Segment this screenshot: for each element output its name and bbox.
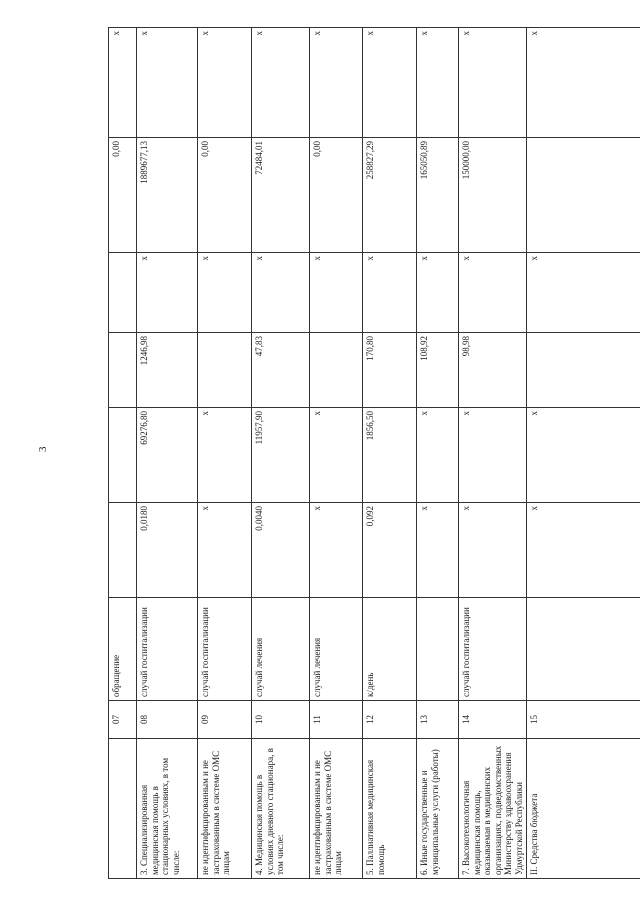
value-cell bbox=[109, 333, 137, 408]
row-code-cell: 09 bbox=[198, 701, 252, 739]
table-row bbox=[198, 28, 252, 879]
value-cell: x bbox=[109, 28, 137, 138]
unit-cell: случай лечения bbox=[310, 598, 363, 701]
value-cell: x bbox=[310, 28, 363, 138]
table-row bbox=[109, 28, 137, 879]
value-cell: x bbox=[417, 253, 459, 333]
value-cell: 0,0180 bbox=[137, 503, 198, 598]
value-cell: x bbox=[459, 503, 527, 598]
value-cell: 0,00 bbox=[109, 138, 137, 253]
row-name-cell: 4. Медицинская помощь в условиях дневного стационара, в том числе: bbox=[252, 739, 310, 879]
value-cell: x bbox=[527, 503, 640, 598]
value-cell: x bbox=[417, 503, 459, 598]
table-row bbox=[310, 28, 363, 879]
row-name-cell: не идентифицированным и не застрахованным в системе ОМС лицам bbox=[310, 739, 363, 879]
value-cell: 98,98 bbox=[459, 333, 527, 408]
value-cell: x bbox=[363, 28, 417, 138]
unit-cell: случай лечения bbox=[252, 598, 310, 701]
value-cell: x bbox=[527, 28, 640, 138]
value-cell: 47,83 bbox=[252, 333, 310, 408]
row-code-cell: 07 bbox=[109, 701, 137, 739]
value-cell: 1246,98 bbox=[137, 333, 198, 408]
row-name-cell: 7. Высокотехнологичная медицинская помощь, оказываемая в медицинских организациях, подведомственных Министерству здравоохранения Удмуртской Республики bbox=[459, 739, 527, 879]
value-cell: x bbox=[417, 28, 459, 138]
value-cell: x bbox=[459, 408, 527, 503]
row-code-cell: 12 bbox=[363, 701, 417, 739]
value-cell bbox=[527, 333, 640, 408]
value-cell: x bbox=[198, 28, 252, 138]
value-cell: 1889677,13 bbox=[137, 138, 198, 253]
row-code-cell: 14 bbox=[459, 701, 527, 739]
value-cell: x bbox=[198, 253, 252, 333]
value-cell: x bbox=[310, 503, 363, 598]
value-cell: x bbox=[459, 28, 527, 138]
value-cell: 0,0040 bbox=[252, 503, 310, 598]
unit-cell: обращение bbox=[109, 598, 137, 701]
value-cell: x bbox=[459, 253, 527, 333]
value-cell: 108,92 bbox=[417, 333, 459, 408]
row-code-cell: 11 bbox=[310, 701, 363, 739]
value-cell: 0,00 bbox=[198, 138, 252, 253]
value-cell: 1856,50 bbox=[363, 408, 417, 503]
table-row bbox=[527, 28, 640, 879]
value-cell bbox=[198, 333, 252, 408]
value-cell: 170,80 bbox=[363, 333, 417, 408]
row-name-cell bbox=[109, 739, 137, 879]
value-cell: x bbox=[137, 253, 198, 333]
value-cell: 150000,00 bbox=[459, 138, 527, 253]
table-row bbox=[459, 28, 527, 879]
value-cell: x bbox=[310, 408, 363, 503]
value-cell: x bbox=[417, 408, 459, 503]
table-row bbox=[363, 28, 417, 879]
value-cell: x bbox=[198, 503, 252, 598]
value-cell bbox=[310, 333, 363, 408]
value-cell: 0,00 bbox=[310, 138, 363, 253]
table-row bbox=[417, 28, 459, 879]
value-cell: x bbox=[310, 253, 363, 333]
value-cell: 0,092 bbox=[363, 503, 417, 598]
row-name-cell: 6. Иные государственные и муниципальные услуги (работы) bbox=[417, 739, 459, 879]
value-cell: 165050,89 bbox=[417, 138, 459, 253]
row-code-cell: 15 bbox=[527, 701, 640, 739]
value-cell: x bbox=[527, 253, 640, 333]
value-cell: x bbox=[252, 28, 310, 138]
row-code-cell: 08 bbox=[137, 701, 198, 739]
unit-cell: случай госпитализации bbox=[137, 598, 198, 701]
row-code-cell: 13 bbox=[417, 701, 459, 739]
unit-cell bbox=[527, 598, 640, 701]
value-cell: x bbox=[527, 408, 640, 503]
value-cell: x bbox=[363, 253, 417, 333]
unit-cell bbox=[417, 598, 459, 701]
row-name-cell: 3. Специализированная медицинская помощь в стационарных условиях, в том числе: bbox=[137, 739, 198, 879]
value-cell: 69276,80 bbox=[137, 408, 198, 503]
rotated-table-sheet bbox=[108, 28, 602, 879]
value-cell: 258827,29 bbox=[363, 138, 417, 253]
medical-care-table bbox=[108, 27, 640, 879]
value-cell bbox=[109, 408, 137, 503]
value-cell: 72484,01 bbox=[252, 138, 310, 253]
value-cell bbox=[527, 138, 640, 253]
unit-cell: случай госпитализации bbox=[198, 598, 252, 701]
row-code-cell: 10 bbox=[252, 701, 310, 739]
value-cell bbox=[109, 253, 137, 333]
value-cell: 11957,90 bbox=[252, 408, 310, 503]
unit-cell: случай госпитализации bbox=[459, 598, 527, 701]
value-cell: x bbox=[198, 408, 252, 503]
unit-cell: к/день bbox=[363, 598, 417, 701]
row-name-cell: не идентифицированным и не застрахованным в системе ОМС лицам bbox=[198, 739, 252, 879]
value-cell: x bbox=[137, 28, 198, 138]
value-cell: x bbox=[252, 253, 310, 333]
page-number: 3 bbox=[37, 446, 49, 452]
table-row bbox=[137, 28, 198, 879]
row-name-cell: II. Средства бюджета bbox=[527, 739, 640, 879]
table-row bbox=[252, 28, 310, 879]
value-cell bbox=[109, 503, 137, 598]
row-name-cell: 5. Паллиативная медицинская помощь bbox=[363, 739, 417, 879]
